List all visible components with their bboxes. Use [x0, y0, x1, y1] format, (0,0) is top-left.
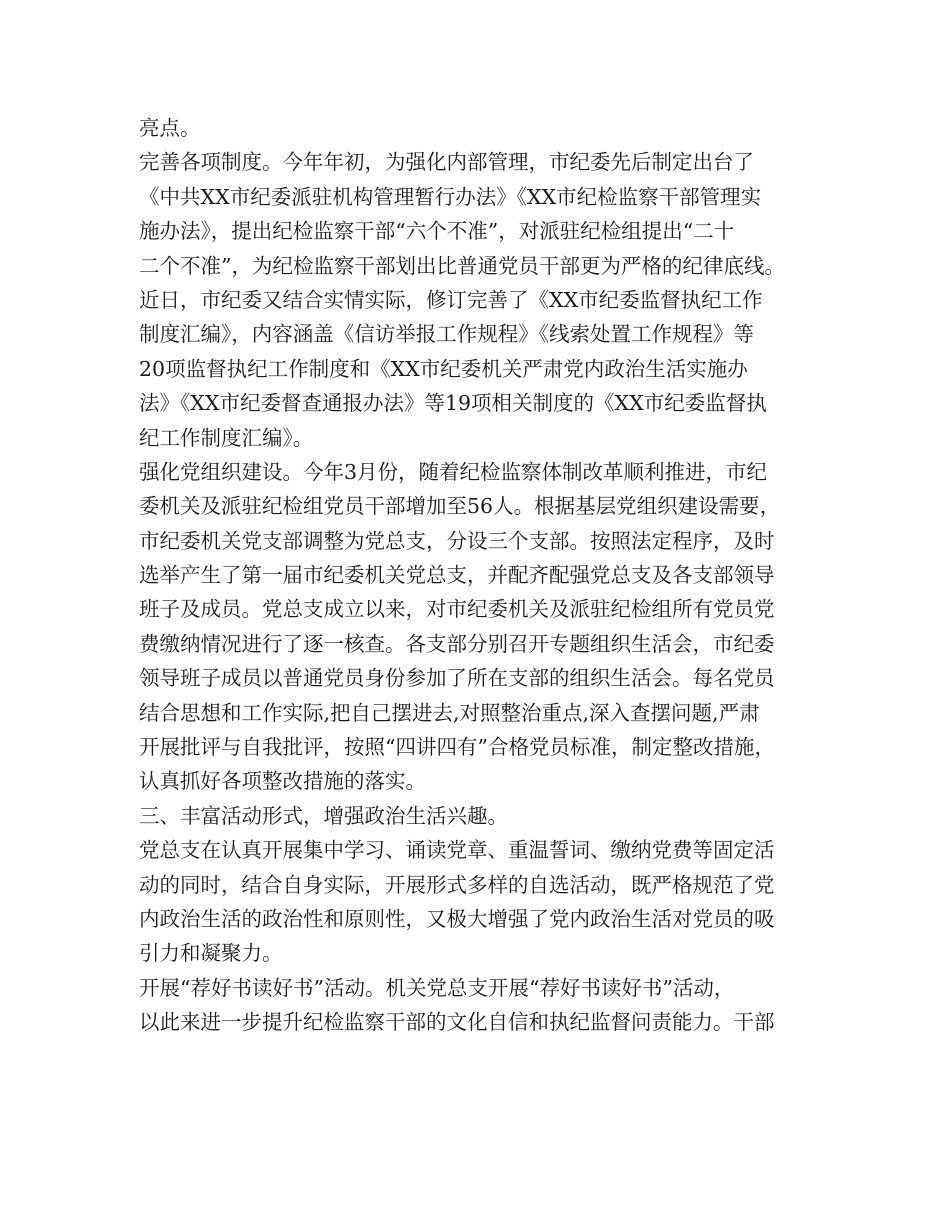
text-line: 委机关及派驻纪检组党员干部增加至56人。根据基层党组织建设需要，: [139, 494, 781, 519]
text-line: 认真抓好各项整改措施的落实。: [139, 769, 426, 794]
text-line: 法》《XX市纪委督查通报办法》等19项相关制度的《XX市纪委监督执: [139, 391, 767, 416]
text-line: 费缴纳情况进行了逐一核查。各支部分别召开专题组织生活会，市纪委: [139, 631, 775, 656]
text-line: 开展批评与自我批评，按照“四讲四有”合格党员标准，制定整改措施，: [139, 735, 775, 760]
text-line: 完善各项制度。今年年初，为强化内部管理，市纪委先后制定出台了: [139, 150, 754, 175]
text-line: 选举产生了第一届市纪委机关党总支，并配齐配强党总支及各支部领导: [139, 563, 775, 588]
text-line: 施办法》，提出纪检监察干部“六个不准”，对派驻纪检组提出“二十: [139, 219, 735, 244]
text-line: 三、丰富活动形式，增强政治生活兴趣。: [139, 803, 508, 828]
text-line: 党总支在认真开展集中学习、诵读党章、重温誓词、缴纳党费等固定活: [139, 838, 775, 863]
document-body: [139, 111, 829, 1040]
text-line: 制度汇编》，内容涵盖《信访举报工作规程》《线索处置工作规程》等: [139, 322, 754, 347]
text-line: 市纪委机关党支部调整为党总支，分设三个支部。按照法定程序，及时: [139, 528, 775, 553]
text-line: 班子及成员。党总支成立以来，对市纪委机关及派驻纪检组所有党员党: [139, 597, 775, 622]
text-line: 动的同时，结合自身实际，开展形式多样的自选活动，既严格规范了党: [139, 872, 775, 897]
text-line: 结合思想和工作实际,把自己摆进去,对照整治重点,深入查摆问题,严肃: [139, 700, 760, 725]
text-line: 内政治生活的政治性和原则性，又极大增强了党内政治生活对党员的吸: [139, 906, 775, 931]
text-line: 引力和凝聚力。: [139, 941, 283, 966]
text-line: 亮点。: [139, 116, 201, 140]
text-line: 领导班子成员以普通党员身份参加了所在支部的组织生活会。每名党员: [139, 666, 775, 691]
text-line: 以此来进一步提升纪检监察干部的文化自信和执纪监督问责能力。干部: [139, 1010, 775, 1035]
text-line: 《中共XX市纪委派驻机构管理暂行办法》《XX市纪检监察干部管理实: [139, 184, 762, 209]
text-line: 20项监督执纪工作制度和《XX市纪委机关严肃党内政治生活实施办: [139, 356, 748, 381]
text-line: 二个不准”，为纪检监察干部划出比普通党员干部更为严格的纪律底线。: [139, 253, 785, 278]
text-line: 近日，市纪委又结合实情实际，修订完善了《XX市纪委监督执纪工作: [139, 287, 763, 312]
text-line: 开展“荐好书读好书”活动。机关党总支开展“荐好书读好书”活动，: [139, 975, 735, 1000]
text-line: 纪工作制度汇编》。: [139, 425, 314, 450]
text-line: 强化党组织建设。今年3月份，随着纪检监察体制改革顺利推进，市纪: [139, 459, 768, 484]
